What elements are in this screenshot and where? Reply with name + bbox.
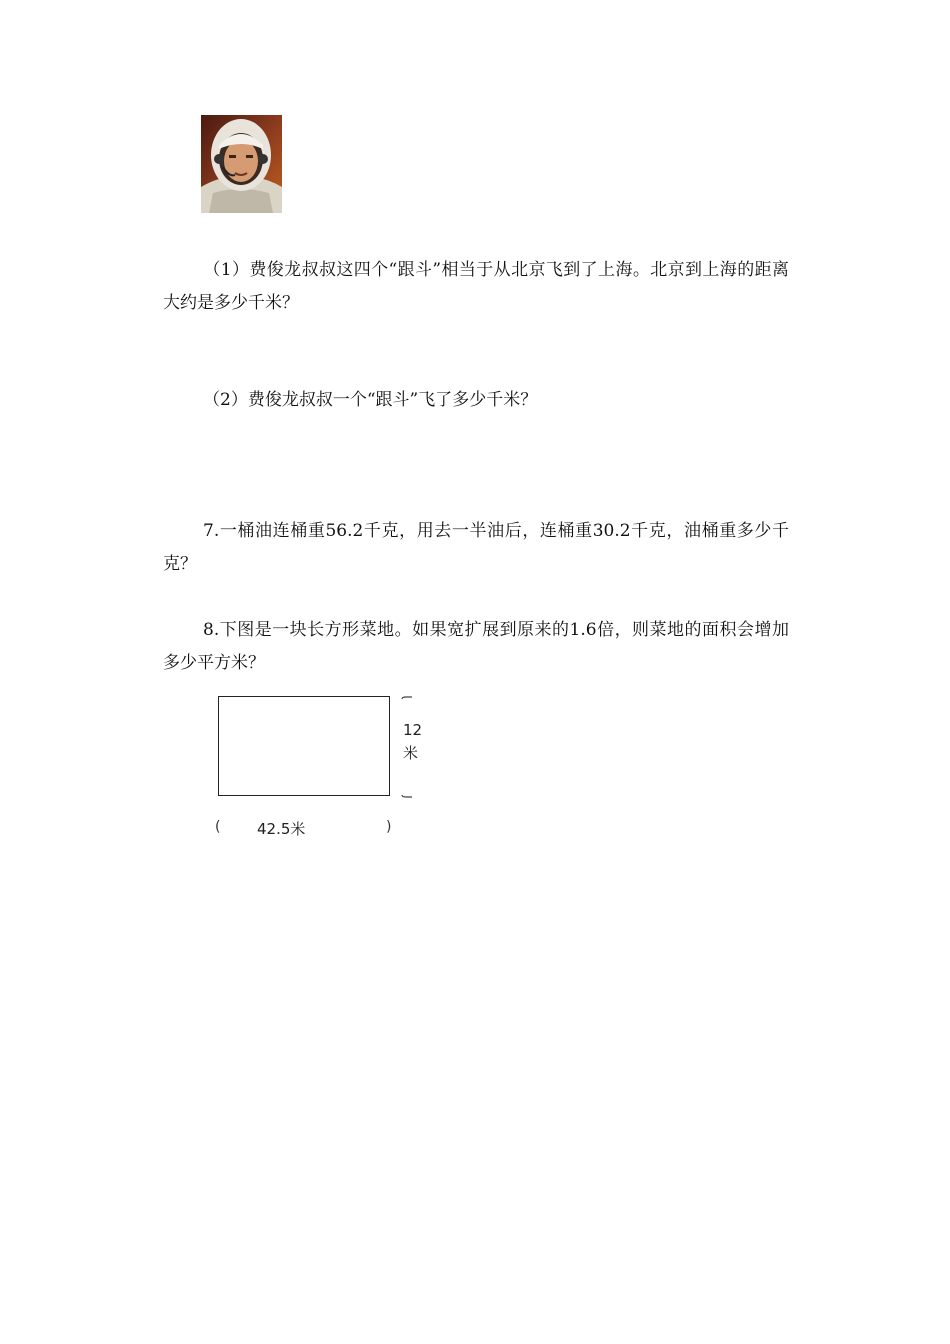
plot-rectangle: [218, 696, 390, 796]
width-bracket-left-icon: (: [215, 819, 221, 835]
astronaut-icon: [201, 115, 282, 213]
question-8: 8.下图是一块长方形菜地。如果宽扩展到原来的1.6倍，则菜地的面积会增加多少平方米？: [163, 620, 789, 673]
width-label: 42.5米: [257, 820, 306, 838]
height-label-number: 12: [403, 721, 423, 739]
question-2: （2）费俊龙叔叔一个“跟斗”飞了多少千米？: [203, 390, 538, 410]
question-7: 7.一桶油连桶重56.2千克，用去一半油后，连桶重30.2千克，油桶重多少千克？: [163, 521, 789, 574]
question-1: （1）费俊龙叔叔这四个“跟斗”相当于从北京飞到了上海。北京到上海的距离大约是多少千米？: [163, 260, 789, 313]
width-bracket-right-icon: ): [386, 819, 392, 835]
vegetable-plot-figure: [212, 687, 426, 843]
astronaut-photo: [201, 115, 282, 213]
height-label-unit: 米: [403, 744, 419, 762]
